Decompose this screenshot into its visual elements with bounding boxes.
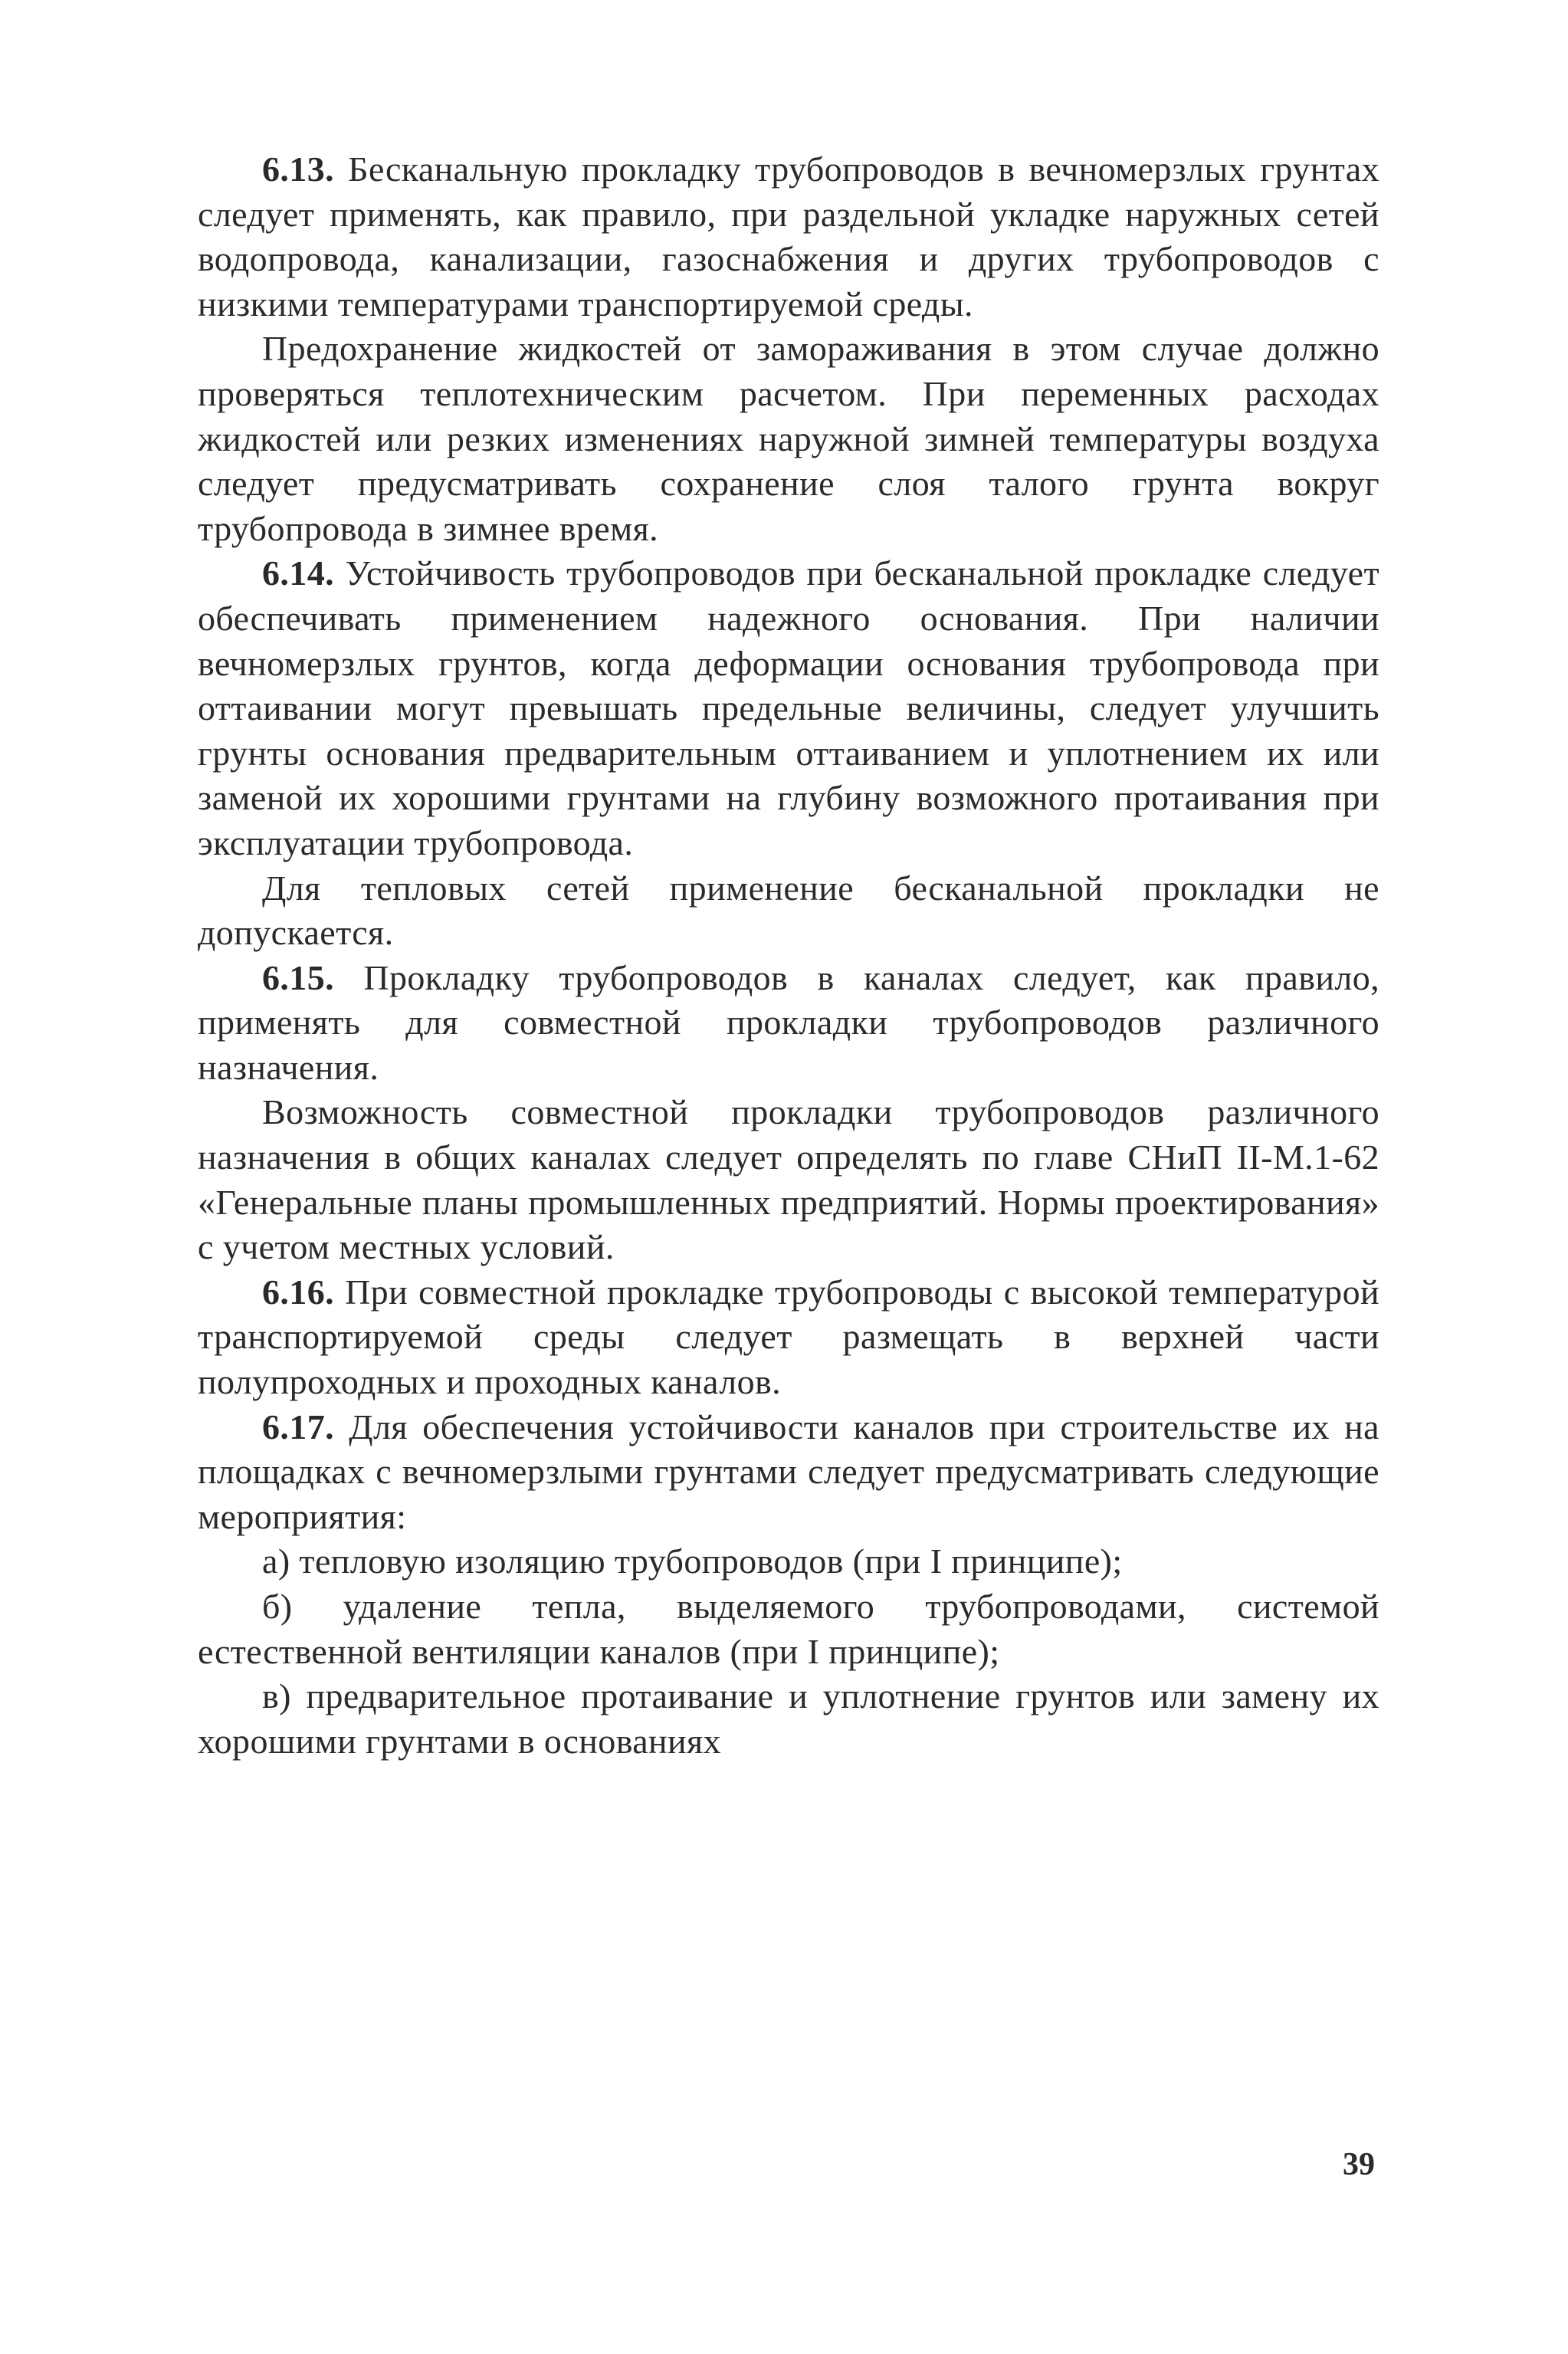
paragraph-text: Бесканальную прокладку трубопроводов в вечномерзлых грунтах следует применять, как правило, при раздельной укладке наружных сетей водопровода, канализации, газоснабжения и других трубопроводов с низкими температурами транспортируемой среды. [198, 149, 1379, 323]
paragraph-text: Прокладку трубопроводов в каналах следует, как правило, применять для совместной прокладки трубопроводов различного назначения. [198, 957, 1379, 1087]
paragraph-text: б) удаление тепла, выделяемого трубопроводами, системой естественной вентиляции каналов (при I принципе); [198, 1587, 1379, 1671]
paragraph [198, 327, 1379, 551]
section-number: 6.13. [262, 149, 334, 189]
paragraph [198, 866, 1379, 956]
paragraph-6-15 [198, 956, 1379, 1091]
paragraph-text: При совместной прокладке трубопроводы с высокой температурой транспортируемой среды следует размещать в верхней части полупроходных и проходных каналов. [198, 1272, 1379, 1402]
list-item-v [198, 1674, 1379, 1764]
paragraph-text: в) предварительное протаивание и уплотнение грунтов или замену их хорошими грунтами в основаниях [198, 1676, 1379, 1761]
page-number: 39 [1343, 2147, 1375, 2182]
list-item-a [198, 1539, 1379, 1584]
paragraph-6-14 [198, 551, 1379, 865]
paragraph-text: Для тепловых сетей применение бесканальной прокладки не допускается. [198, 868, 1379, 953]
section-number: 6.14. [262, 553, 334, 593]
paragraph-text: а) тепловую изоляцию трубопроводов (при I принципе); [262, 1541, 1123, 1581]
paragraph-6-17 [198, 1405, 1379, 1540]
paragraph-text: Возможность совместной прокладки трубопроводов различного назначения в общих каналах следует определять по главе СНиП II-М.1-62 «Генеральные планы промышленных предприятий. Нормы проектирования» с учетом местных условий. [198, 1092, 1379, 1267]
paragraph-6-13 [198, 147, 1379, 327]
section-number: 6.15. [262, 957, 334, 997]
paragraph-text: Предохранение жидкостей от замораживания в этом случае должно проверяться теплотехническим расчетом. При переменных расходах жидкостей или резких изменениях наружной зимней температуры воздуха следует предусматривать сохранение слоя талого грунта вокруг трубопровода в зимнее время. [198, 329, 1379, 548]
section-number: 6.17. [262, 1407, 334, 1446]
paragraph [198, 1090, 1379, 1269]
section-number: 6.16. [262, 1272, 334, 1312]
list-item-b [198, 1584, 1379, 1674]
paragraph-text: Устойчивость трубопроводов при бесканальной прокладке следует обеспечивать применением надежного основания. При наличии вечномерзлых грунтов, когда деформации основания трубопровода при оттаивании могут превышать предельные величины, следует улучшить грунты основания предварительным оттаиванием и уплотнением их или заменой их хорошими грунтами на глубину возможного протаивания при эксплуатации трубопровода. [198, 553, 1379, 862]
paragraph-text: Для обеспечения устойчивости каналов при строительстве их на площадках с вечномерзлыми грунтами следует предусматривать следующие мероприятия: [198, 1407, 1379, 1536]
paragraph-6-16 [198, 1270, 1379, 1405]
page-text [198, 147, 1379, 1764]
